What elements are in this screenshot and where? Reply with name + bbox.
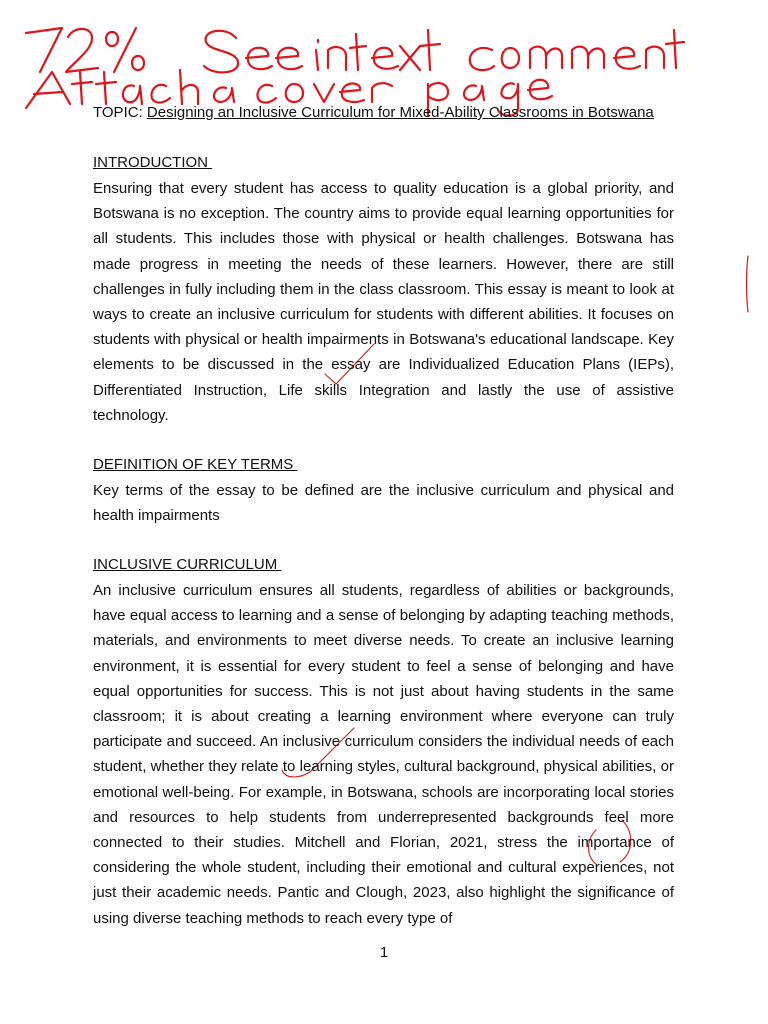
margin-mark: [747, 256, 749, 312]
definition-paragraph: Key terms of the essay to be defined are the inclusive curriculum and physical and health impairments: [93, 482, 674, 525]
inclusive-curriculum-heading: INCLUSIVE CURRICULUM: [93, 556, 282, 573]
introduction-paragraph: Ensuring that every student has access to quality education is a global priority, and Botswana is no exception. The country aims to provide equal learning opportunities for all students. This includes those with physical or health challenges. Botswana has made progress in meeting the needs of these learners. However, there are still challenges in fully including them in the class classroom. This essay is meant to look at ways to create an inclusive curriculum for students with different abilities. It focuses on students with physical or health impairments in Botswana's educational landscape. Key elements to be discussed in the essay are Individualized Education Plans (IEPs), Differentiated Instruction, Life skills Integration and lastly the use of assistive technology.: [93, 180, 674, 424]
topic-line: [93, 103, 654, 123]
definition-heading: DEFINITION OF KEY TERMS: [93, 456, 298, 473]
introduction-heading: INTRODUCTION: [93, 154, 213, 171]
page-number: 1: [379, 944, 389, 961]
topic-label: TOPIC:: [93, 104, 147, 121]
topic-title: Designing an Inclusive Curriculum for Mixed-Ability Classrooms in Botswana: [146, 104, 654, 121]
inclusive-curriculum-paragraph: An inclusive curriculum ensures all students, regardless of abilities or backgrounds, have equal access to learning and a sense of belonging by adapting teaching methods, materials, and environments to meet diverse needs. To create an inclusive learning environment, it is essential for every student to feel a sense of belonging and have equal opportunities for success. This is not just about having students in the same classroom; it is about creating a learning environment where everyone can truly participate and succeed. An inclusive curriculum considers the individual needs of each student, whether they relate to learning styles, cultural background, physical abilities, or emotional well-being. For example, in Botswana, schools are incorporating local stories and resources to help students from underrepresented backgrounds feel more connected to their studies. Mitchell and Florian, 2021, stress the importance of considering the whole student, including their emotional and cultural experiences, not just their academic needs. Pantic and Clough, 2023, also highlight the significance of using diverse teaching methods to reach every type of: [93, 582, 674, 927]
grade-comment-handwriting: [26, 28, 684, 72]
